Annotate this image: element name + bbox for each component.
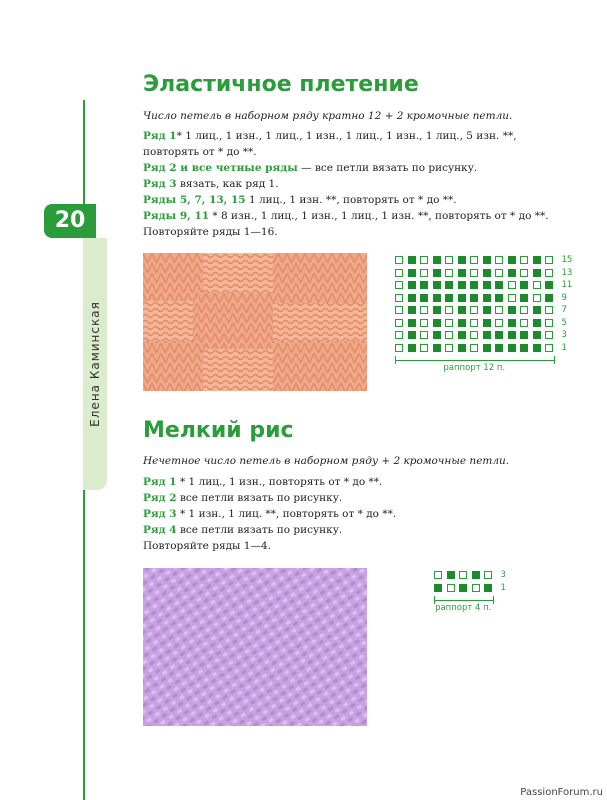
repeat-label: раппорт 4 п. bbox=[435, 603, 492, 613]
chart-cell bbox=[545, 294, 553, 302]
chart-cell bbox=[408, 269, 416, 277]
chart-cell bbox=[495, 294, 503, 302]
chart-cell bbox=[458, 306, 466, 314]
chart-cell bbox=[420, 344, 428, 352]
chart-cell bbox=[420, 319, 428, 327]
chart-cell bbox=[395, 344, 403, 352]
watermark: PassionForum.ru bbox=[520, 787, 603, 798]
chart-cell bbox=[408, 331, 416, 339]
row-text: * 1 лиц., 1 изн., 1 лиц., 1 изн., 1 лиц., 1 изн., 1 лиц., 5 изн. **, повторять от * до **. bbox=[143, 130, 517, 158]
chart-cell bbox=[420, 256, 428, 264]
chart-cell bbox=[483, 331, 491, 339]
row-label: Ряд 3 bbox=[143, 178, 177, 190]
chart-cell bbox=[495, 319, 503, 327]
chart-cell bbox=[408, 344, 416, 352]
chart-cell bbox=[520, 281, 528, 289]
chart-row-number: 15 bbox=[561, 255, 573, 265]
chart-row-number: 3 bbox=[561, 330, 567, 340]
chart-cell bbox=[483, 306, 491, 314]
author-name: Елена Каминская bbox=[88, 301, 102, 427]
row-label: Ряд 4 bbox=[143, 524, 177, 536]
row-label: Ряд 1 bbox=[143, 476, 177, 488]
chart-cell bbox=[508, 256, 516, 264]
pattern2-swatch-photo bbox=[143, 568, 367, 726]
row-label: Ряды 9, 11 bbox=[143, 210, 210, 222]
chart-cell bbox=[395, 269, 403, 277]
chart-cell bbox=[433, 281, 441, 289]
chart-cell bbox=[433, 344, 441, 352]
pattern1-title: Эластичное плетение bbox=[143, 72, 419, 97]
row-text: 1 лиц., 1 изн. **, повторять от * до **. bbox=[245, 194, 457, 206]
chart-row-number: 7 bbox=[561, 305, 567, 315]
chart-cell bbox=[395, 281, 403, 289]
chart-cell bbox=[408, 319, 416, 327]
chart-cell bbox=[447, 584, 455, 592]
chart-cell bbox=[458, 256, 466, 264]
chart-cell bbox=[434, 584, 442, 592]
chart-cell bbox=[508, 269, 516, 277]
chart-cell bbox=[458, 294, 466, 302]
chart-cell bbox=[458, 269, 466, 277]
chart-cell bbox=[495, 256, 503, 264]
instruction-row bbox=[143, 474, 563, 490]
instruction-row bbox=[143, 522, 563, 538]
chart-cell bbox=[470, 319, 478, 327]
repeat-bracket bbox=[395, 360, 554, 361]
chart-cell bbox=[483, 319, 491, 327]
chart-cell bbox=[495, 331, 503, 339]
chart-cell bbox=[483, 344, 491, 352]
chart-cell bbox=[520, 344, 528, 352]
pattern2-instructions bbox=[143, 474, 563, 554]
chart-cell bbox=[395, 294, 403, 302]
chart-cell bbox=[483, 294, 491, 302]
chart-cell bbox=[545, 281, 553, 289]
chart-cell bbox=[520, 319, 528, 327]
chart-cell bbox=[420, 269, 428, 277]
chart-cell bbox=[483, 256, 491, 264]
row-text: * 1 лиц., 1 изн., повторять от * до **. bbox=[176, 476, 383, 488]
chart-cell bbox=[458, 281, 466, 289]
chart-row-number: 3 bbox=[500, 570, 506, 580]
chart-cell bbox=[420, 331, 428, 339]
chart-cell bbox=[445, 306, 453, 314]
chart-row-number: 5 bbox=[561, 317, 567, 328]
repeat-label: раппорт 12 п. bbox=[443, 363, 506, 373]
chart-cell bbox=[458, 331, 466, 339]
row-text: Повторяйте ряды 1—4. bbox=[143, 540, 271, 552]
chart-cell bbox=[445, 256, 453, 264]
instruction-row bbox=[143, 224, 563, 240]
instruction-row bbox=[143, 208, 563, 224]
chart-cell bbox=[508, 294, 516, 302]
chart-cell bbox=[433, 331, 441, 339]
chart-row-number: 11 bbox=[561, 280, 573, 290]
chart-cell bbox=[545, 269, 553, 277]
repeat-bracket-tick bbox=[493, 596, 494, 604]
chart-cell bbox=[495, 269, 503, 277]
page-number: 20 bbox=[44, 204, 96, 238]
chart-cell bbox=[434, 571, 442, 579]
chart-cell bbox=[472, 584, 480, 592]
pattern1-swatch-photo bbox=[143, 253, 367, 391]
chart-cell bbox=[458, 319, 466, 327]
repeat-bracket bbox=[434, 600, 493, 601]
chart-cell bbox=[395, 306, 403, 314]
chart-cell bbox=[395, 319, 403, 327]
chart-row-number: 1 bbox=[500, 582, 506, 593]
row-text: все петли вязать по рисунку. bbox=[176, 492, 343, 504]
chart-cell bbox=[545, 306, 553, 314]
chart-cell bbox=[445, 344, 453, 352]
chart-cell bbox=[470, 269, 478, 277]
chart-cell bbox=[470, 331, 478, 339]
chart-cell bbox=[520, 256, 528, 264]
chart-cell bbox=[433, 319, 441, 327]
pattern2-title: Мелкий рис bbox=[143, 418, 294, 443]
row-label: Ряды 5, 7, 13, 15 bbox=[143, 194, 246, 206]
chart-cell bbox=[445, 294, 453, 302]
chart-cell bbox=[470, 281, 478, 289]
chart-cell bbox=[508, 306, 516, 314]
chart-cell bbox=[533, 281, 541, 289]
chart-cell bbox=[495, 344, 503, 352]
row-label: Ряд 2 и все четные ряды bbox=[143, 162, 298, 174]
chart-cell bbox=[495, 281, 503, 289]
chart-cell bbox=[395, 256, 403, 264]
instruction-row bbox=[143, 192, 563, 208]
pattern2-intro: Нечетное число петель в наборном ряду + 2 кромочные петли. bbox=[143, 455, 510, 467]
chart-row-number: 1 bbox=[561, 342, 567, 353]
row-text: все петли вязать по рисунку. bbox=[176, 524, 343, 536]
chart-cell bbox=[447, 571, 455, 579]
chart-cell bbox=[533, 294, 541, 302]
instruction-row bbox=[143, 490, 563, 506]
chart-cell bbox=[470, 294, 478, 302]
chart-cell bbox=[470, 306, 478, 314]
pattern1-instructions bbox=[143, 128, 563, 240]
repeat-bracket-tick bbox=[554, 356, 555, 364]
chart-cell bbox=[408, 281, 416, 289]
row-text: * 8 изн., 1 лиц., 1 изн., 1 лиц., 1 изн. **, повторять от * до **. bbox=[209, 210, 549, 222]
pattern1-intro: Число петель в наборном ряду кратно 12 + 2 кромочные петли. bbox=[143, 110, 513, 122]
chart-cell bbox=[470, 256, 478, 264]
chart-cell bbox=[520, 294, 528, 302]
chart-cell bbox=[472, 571, 480, 579]
chart-cell bbox=[445, 319, 453, 327]
instruction-row bbox=[143, 128, 563, 160]
chart-cell bbox=[470, 344, 478, 352]
chart-row-number: 9 bbox=[561, 292, 567, 303]
chart-cell bbox=[445, 269, 453, 277]
chart-cell bbox=[484, 584, 492, 592]
chart-cell bbox=[533, 331, 541, 339]
chart-cell bbox=[420, 281, 428, 289]
chart-cell bbox=[433, 294, 441, 302]
chart-cell bbox=[520, 331, 528, 339]
chart-cell bbox=[459, 571, 467, 579]
chart-cell bbox=[533, 269, 541, 277]
row-label: Ряд 1 bbox=[143, 130, 177, 142]
chart-cell bbox=[408, 256, 416, 264]
chart-row-number: 13 bbox=[561, 267, 573, 278]
row-text: * 1 изн., 1 лиц. **, повторять от * до **. bbox=[176, 508, 397, 520]
chart-cell bbox=[458, 344, 466, 352]
chart-cell bbox=[420, 306, 428, 314]
chart-cell bbox=[483, 269, 491, 277]
chart-cell bbox=[520, 306, 528, 314]
chart-cell bbox=[508, 319, 516, 327]
chart-cell bbox=[395, 331, 403, 339]
chart-cell bbox=[420, 294, 428, 302]
chart-cell bbox=[433, 306, 441, 314]
chart-cell bbox=[508, 344, 516, 352]
instruction-row bbox=[143, 176, 563, 192]
chart-cell bbox=[445, 281, 453, 289]
chart-cell bbox=[495, 306, 503, 314]
chart-cell bbox=[545, 331, 553, 339]
chart-cell bbox=[545, 344, 553, 352]
row-text: вязать, как ряд 1. bbox=[176, 178, 279, 190]
instruction-row bbox=[143, 506, 563, 522]
chart-cell bbox=[545, 256, 553, 264]
chart-cell bbox=[484, 571, 492, 579]
chart-cell bbox=[459, 584, 467, 592]
chart-cell bbox=[533, 319, 541, 327]
chart-cell bbox=[508, 281, 516, 289]
chart-cell bbox=[545, 319, 553, 327]
chart-cell bbox=[533, 344, 541, 352]
chart-cell bbox=[533, 256, 541, 264]
chart-cell bbox=[508, 331, 516, 339]
chart-cell bbox=[408, 294, 416, 302]
chart-cell bbox=[483, 281, 491, 289]
row-label: Ряд 3 bbox=[143, 508, 177, 520]
chart-cell bbox=[433, 256, 441, 264]
chart-cell bbox=[520, 269, 528, 277]
row-text: Повторяйте ряды 1—16. bbox=[143, 226, 278, 238]
instruction-row bbox=[143, 160, 563, 176]
row-text: — все петли вязать по рисунку. bbox=[297, 162, 478, 174]
row-label: Ряд 2 bbox=[143, 492, 177, 504]
chart-cell bbox=[533, 306, 541, 314]
chart-cell bbox=[433, 269, 441, 277]
chart-cell bbox=[445, 331, 453, 339]
chart-cell bbox=[408, 306, 416, 314]
instruction-row bbox=[143, 538, 563, 554]
